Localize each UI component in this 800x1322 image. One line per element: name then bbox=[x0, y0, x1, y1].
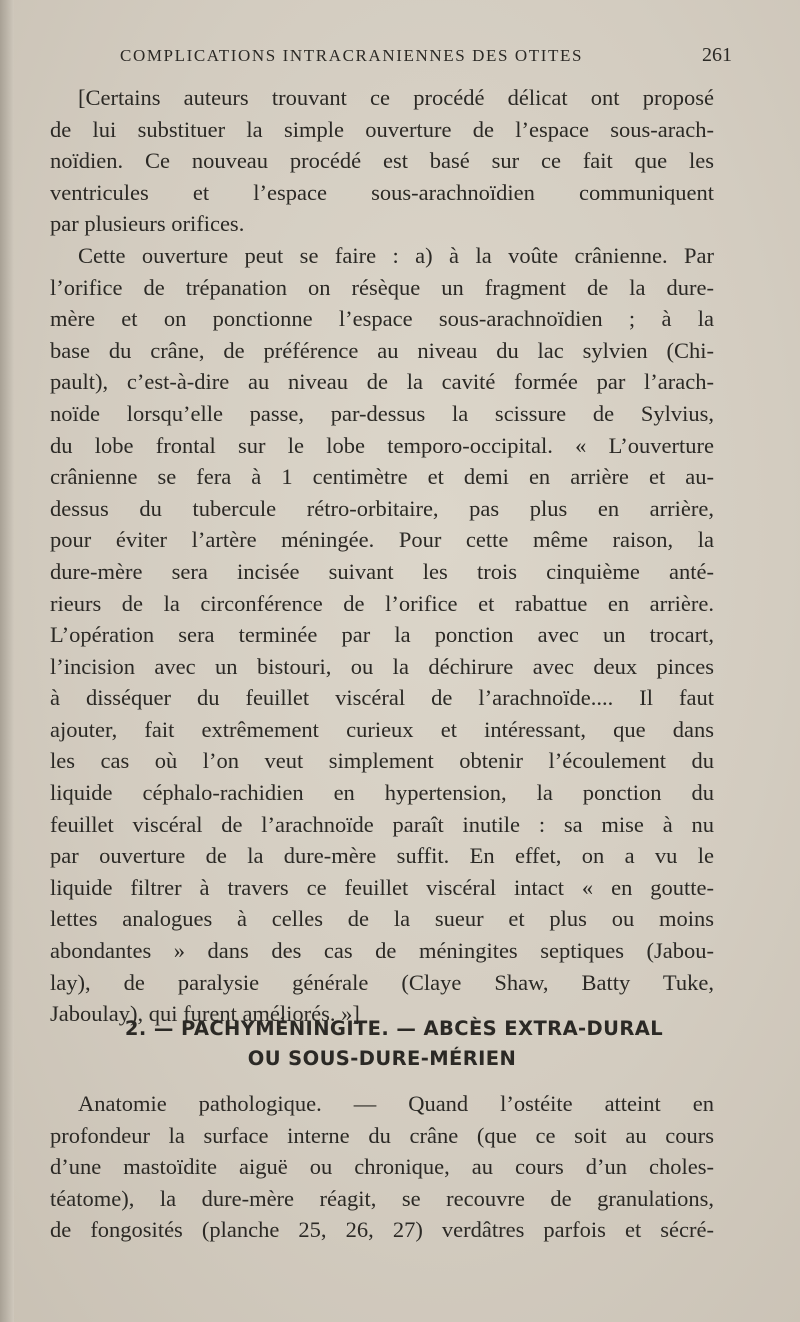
text-line: liquide céphalo-rachidien en hypertension, la ponction du bbox=[50, 780, 714, 806]
running-head bbox=[120, 46, 732, 74]
section-text bbox=[50, 1088, 714, 1246]
text-line: lay), de paralysie générale (Claye Shaw, Batty Tuke, bbox=[50, 969, 714, 995]
page-edge-shadow bbox=[0, 0, 14, 1322]
text-line: profondeur la surface interne du crâne (que ce soit au cours bbox=[50, 1122, 714, 1148]
text-line: les cas où l’on veut simplement obtenir l’écoulement du bbox=[50, 748, 714, 774]
text-line: dure-mère sera incisée suivant les trois cinquième anté- bbox=[50, 558, 714, 584]
text-line: mère et on ponctionne l’espace sous-arachnoïdien ; à la bbox=[50, 306, 714, 332]
text-line: Anatomie pathologique. — Quand l’ostéite atteint en bbox=[78, 1091, 714, 1116]
running-title: COMPLICATIONS INTRACRANIENNES DES OTITES bbox=[120, 46, 584, 65]
text-line: téatome), la dure-mère réagit, se recouvre de granulations, bbox=[50, 1185, 714, 1211]
text-line: abondantes » dans des cas de méningites septiques (Jabou- bbox=[50, 938, 714, 964]
text-line: feuillet viscéral de l’arachnoïde paraît inutile : sa mise à nu bbox=[50, 811, 714, 837]
text-line: rieurs de la circonférence de l’orifice et rabattue en arrière. bbox=[50, 590, 714, 616]
text-line: crânienne se fera à 1 centimètre et demi en arrière et au- bbox=[50, 464, 714, 490]
text-line: liquide filtrer à travers ce feuillet viscéral intact « en goutte- bbox=[50, 874, 714, 900]
text-line: par ouverture de la dure-mère suffit. En effet, on a vu le bbox=[50, 843, 714, 869]
text-line: Cette ouverture peut se faire : a) à la voûte crânienne. Par bbox=[78, 242, 714, 268]
text-line: lettes analogues à celles de la sueur et plus ou moins bbox=[50, 906, 714, 932]
text-line: noïde lorsqu’elle passe, par-dessus la scissure de Sylvius, bbox=[50, 400, 714, 426]
section-heading-line-1: 2. — PACHYMÉNINGITE. — ABCÈS EXTRA-DURAL bbox=[124, 1017, 664, 1040]
text-line: noïdien. Ce nouveau procédé est basé sur ce fait que les bbox=[50, 148, 714, 174]
text-line: l’orifice de trépanation on résèque un fragment de la dure- bbox=[50, 274, 714, 300]
section-heading-line-2: OU SOUS-DURE-MÉRIEN bbox=[247, 1047, 517, 1070]
text-line: de lui substituer la simple ouverture de l’espace sous-arach- bbox=[50, 116, 714, 142]
text-line: pour éviter l’artère méningée. Pour cette même raison, la bbox=[50, 527, 714, 553]
text-line: du lobe frontal sur le lobe temporo-occipital. « L’ouverture bbox=[50, 432, 714, 458]
page-number: 261 bbox=[702, 44, 732, 66]
text-line: à disséquer du feuillet viscéral de l’arachnoïde.... Il faut bbox=[50, 685, 714, 711]
text-line: de fongosités (planche 25, 26, 27) verdâtres parfois et sécré- bbox=[50, 1217, 714, 1243]
text-line: l’incision avec un bistouri, ou la déchirure avec deux pinces bbox=[50, 653, 714, 679]
text-line: ajouter, fait extrêmement curieux et intéressant, que dans bbox=[50, 716, 714, 742]
text-line: base du crâne, de préférence au niveau du lac sylvien (Chi- bbox=[50, 337, 714, 363]
text-line: Jaboulay), qui furent améliorés. »] bbox=[50, 1001, 360, 1027]
text-line: dessus du tubercule rétro-orbitaire, pas plus en arrière, bbox=[50, 495, 714, 521]
text-line: pault), c’est-à-dire au niveau de la cavité formée par l’arach- bbox=[50, 369, 714, 395]
body-text bbox=[50, 82, 714, 1030]
text-line: [Certains auteurs trouvant ce procédé délicat ont proposé bbox=[78, 85, 714, 110]
section-heading bbox=[50, 1014, 714, 1074]
text-line: d’une mastoïdite aiguë ou chronique, au cours d’un choles- bbox=[50, 1154, 714, 1180]
text-line: par plusieurs orifices. bbox=[50, 211, 245, 237]
text-line: ventricules et l’espace sous-arachnoïdien communiquent bbox=[50, 179, 714, 205]
text-line: L’opération sera terminée par la ponction avec un trocart, bbox=[50, 622, 714, 648]
